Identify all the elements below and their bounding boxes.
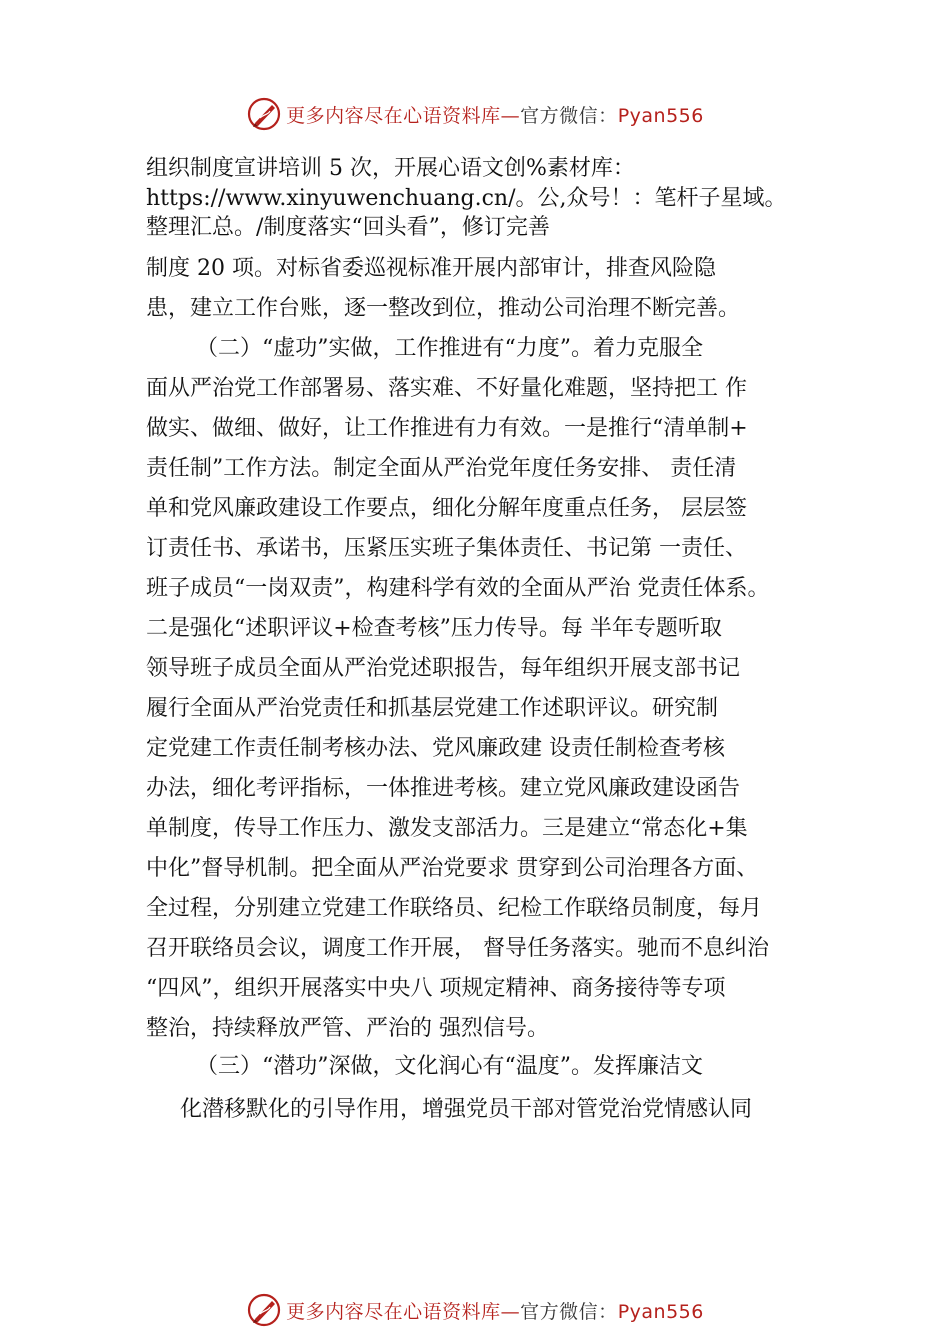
text-line: 办法，细化考评指标，一体推进考核。建立党风廉政建设函告 [146, 776, 741, 801]
text-line: https://www.xinyuwenchuang.cn/。公,众号！：笔杆子星域。 [146, 186, 787, 211]
banner-wechat-label: 官方微信： [520, 104, 618, 127]
text-line: 领导班子成员全面从严治党述职报告，每年组织开展支部书记 [146, 656, 741, 681]
text-line: 召开联络员会议，调度工作开展， 督导任务落实。驰而不息纠治 [146, 936, 769, 961]
banner-slogan: 更多内容尽在心语资料库— [286, 104, 521, 127]
pen-logo-icon [246, 1292, 282, 1328]
text-line: 班子成员“一岗双责”，构建科学有效的全面从严治 党责任体系。 [146, 576, 770, 601]
text-line: “四风”，组织开展落实中央八 项规定精神、商务接待等专项 [146, 976, 726, 1001]
text-line: 整治，持续释放严管、严治的 强烈信号。 [146, 1016, 549, 1041]
footer-banner [0, 1290, 950, 1330]
text-line: 责任制”工作方法。制定全面从严治党年度任务安排、 责任清 [146, 456, 737, 481]
text-line: 制度 20 项。对标省委巡视标准开展内部审计，排查风险隐 [146, 256, 716, 281]
text-line: 组织制度宣讲培训 5 次，开展心语文创%素材库： [146, 156, 635, 181]
text-line: 定党建工作责任制考核办法、党风廉政建 设责任制检查考核 [146, 736, 725, 761]
text-line: 二是强化“述职评议+检查考核”压力传导。每 半年专题听取 [146, 616, 722, 641]
text-line: 单制度，传导工作压力、激发支部活力。三是建立“常态化+集 [146, 816, 748, 841]
banner-wechat-id: Pyan556 [617, 1300, 704, 1323]
text-line: 中化”督导机制。把全面从严治党要求 贯穿到公司治理各方面、 [146, 856, 759, 881]
banner-wechat-id: Pyan556 [617, 104, 704, 127]
banner-slogan: 更多内容尽在心语资料库— [286, 1300, 521, 1323]
text-line: （二）“虚功”实做，工作推进有“力度”。着力克服全 [196, 336, 703, 361]
banner-wechat-label: 官方微信： [520, 1300, 618, 1323]
text-line: 做实、做细、做好，让工作推进有力有效。一是推行“清单制+ [146, 416, 748, 441]
text-line: 整理汇总。/制度落实“回头看”，修订完善 [146, 215, 550, 240]
text-line: 履行全面从严治党责任和抓基层党建工作述职评议。研究制 [146, 696, 719, 721]
text-line: （三）“潜功”深做，文化润心有“温度”。发挥廉洁文 [196, 1054, 703, 1079]
text-line: 面从严治党工作部署易、落实难、不好量化难题，坚持把工 作 [146, 376, 747, 401]
text-line: 全过程，分别建立党建工作联络员、纪检工作联络员制度，每月 [146, 896, 763, 921]
text-line: 化潜移默化的引导作用，增强党员干部对管党治党情感认同 [180, 1097, 753, 1122]
text-line: 患，建立工作台账，逐一整改到位，推动公司治理不断完善。 [146, 296, 741, 321]
text-line: 订责任书、承诺书，压紧压实班子集体责任、书记第 一责任、 [146, 536, 747, 561]
text-line: 单和党风廉政建设工作要点，细化分解年度重点任务， 层层签 [146, 496, 747, 521]
